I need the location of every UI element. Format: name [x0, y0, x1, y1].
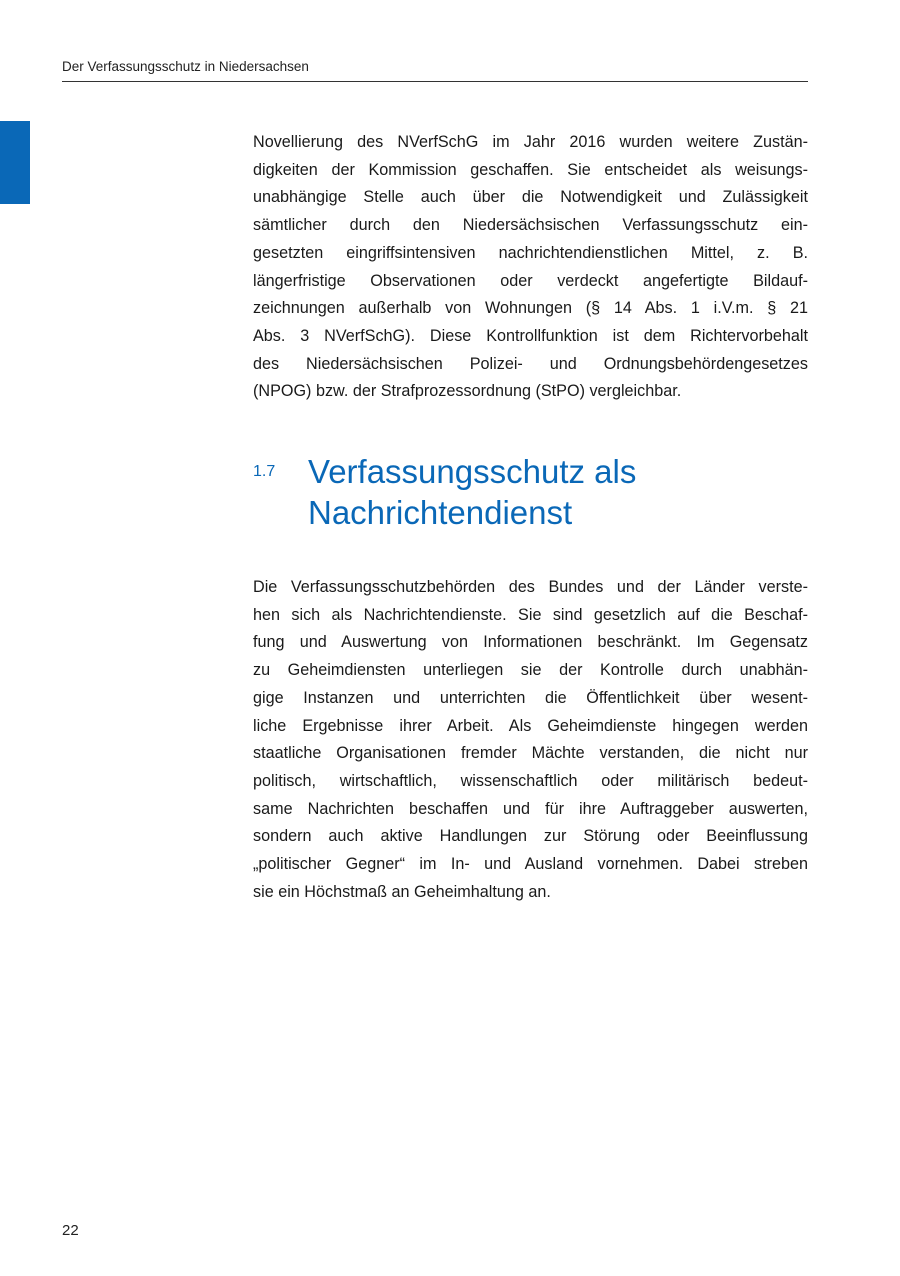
paragraph-line: Die Verfassungsschutzbehörden des Bundes und der Länder verste-	[253, 578, 808, 596]
paragraph-line: sondern auch aktive Handlungen zur Störung oder Beeinflussung	[253, 827, 808, 846]
paragraph-line: liche Ergebnisse ihrer Arbeit. Als Geheimdienste hingegen werden	[253, 716, 808, 735]
body-paragraph-1	[253, 129, 808, 406]
paragraph-line: sämtlicher durch den Niedersächsischen Verfassungsschutz ein-	[253, 216, 808, 235]
section-title-line: Verfassungsschutz als	[308, 453, 637, 490]
paragraph-line: hen sich als Nachrichtendienste. Sie sind gesetzlich auf die Beschaf-	[253, 605, 808, 624]
paragraph-line: (NPOG) bzw. der Strafprozessordnung (StPO) vergleichbar.	[253, 382, 682, 401]
section-title-line: Nachrichtendienst	[308, 494, 573, 531]
paragraph-line: des Niedersächsischen Polizei- und Ordnungsbehördengesetzes	[253, 354, 808, 373]
paragraph-line: zeichnungen außerhalb von Wohnungen (§ 14 Abs. 1 i.V.m. § 21	[253, 299, 808, 318]
paragraph-line: same Nachrichten beschaffen und für ihre Auftraggeber auswerten,	[253, 799, 808, 818]
paragraph-line: sie ein Höchstmaß an Geheimhaltung an.	[253, 882, 551, 901]
paragraph-line: gige Instanzen und unterrichten die Öffentlichkeit über wesent-	[253, 688, 808, 707]
paragraph-line: fung und Auswertung von Informationen beschränkt. Im Gegensatz	[253, 633, 808, 652]
paragraph-line: digkeiten der Kommission geschaffen. Sie entscheidet als weisungs-	[253, 160, 808, 179]
paragraph-line: längerfristige Observationen oder verdeckt angefertigte Bildauf-	[253, 271, 808, 290]
section-title	[308, 451, 788, 533]
paragraph-line: staatliche Organisationen fremder Mächte verstanden, die nicht nur	[253, 744, 808, 763]
body-paragraph-2	[253, 574, 808, 906]
header-rule	[62, 81, 808, 82]
paragraph-line: unabhängige Stelle auch über die Notwendigkeit und Zulässigkeit	[253, 188, 808, 207]
chapter-side-tab	[0, 121, 30, 204]
paragraph-line: zu Geheimdiensten unterliegen sie der Kontrolle durch unabhän-	[253, 661, 808, 680]
paragraph-line: Abs. 3 NVerfSchG). Diese Kontrollfunktion ist dem Richtervorbehalt	[253, 326, 808, 345]
paragraph-line: politisch, wirtschaftlich, wissenschaftlich oder militärisch bedeut-	[253, 771, 808, 790]
running-header: Der Verfassungsschutz in Niedersachsen	[62, 59, 309, 74]
paragraph-line: „politischer Gegner“ im In- und Ausland vornehmen. Dabei streben	[253, 855, 808, 874]
paragraph-line: gesetzten eingriffsintensiven nachrichtendienstlichen Mittel, z. B.	[253, 243, 808, 262]
page-number: 22	[62, 1222, 79, 1239]
paragraph-line: Novellierung des NVerfSchG im Jahr 2016 wurden weitere Zustän-	[253, 133, 808, 151]
section-number: 1.7	[253, 463, 276, 480]
